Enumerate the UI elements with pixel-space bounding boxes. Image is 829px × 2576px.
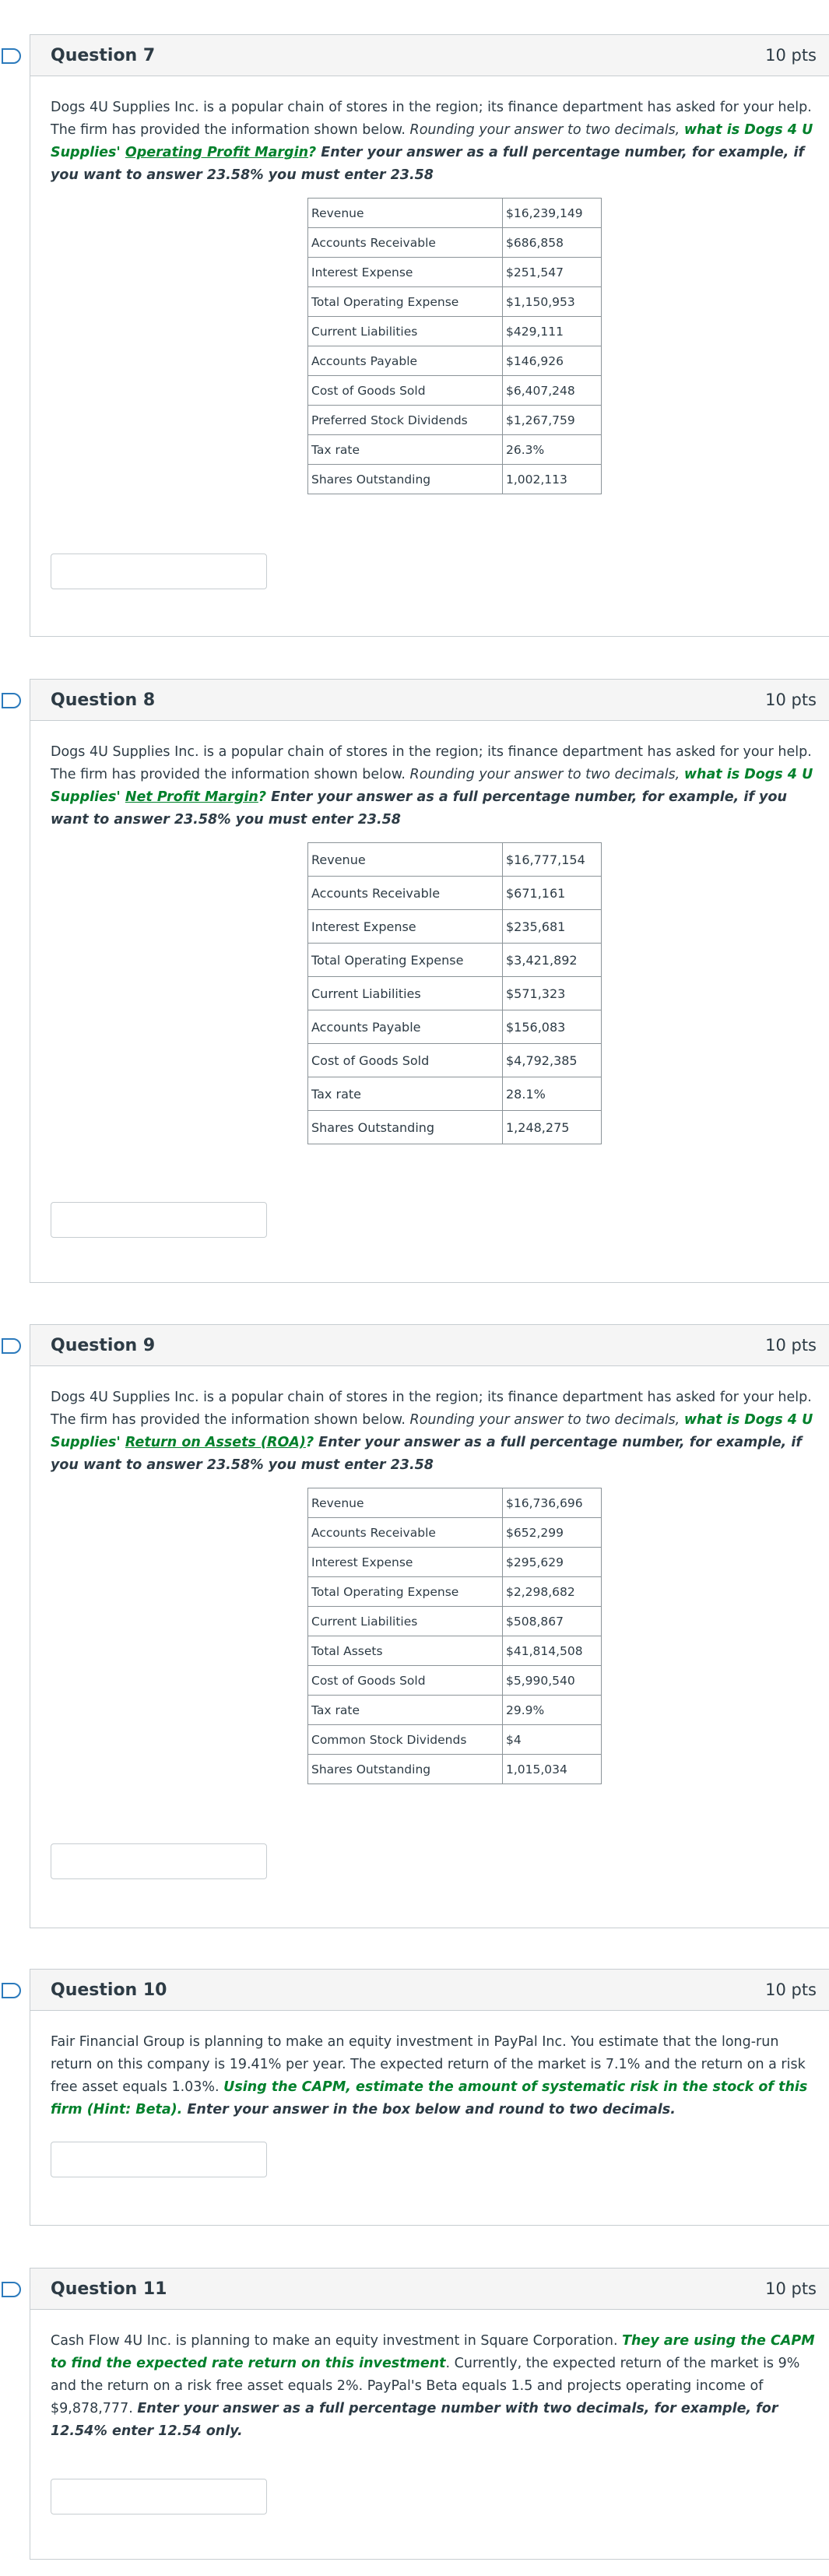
- flag-question-icon[interactable]: [1, 47, 21, 65]
- table-row: [308, 435, 602, 465]
- table-row: [308, 843, 602, 877]
- table-row: [308, 1696, 602, 1725]
- table-row: [308, 1044, 602, 1077]
- question-7: [30, 34, 829, 637]
- row-label: Revenue: [308, 199, 503, 228]
- question-body: [30, 1366, 829, 1899]
- row-value: $4,792,385: [503, 1044, 602, 1077]
- table-row: [308, 199, 602, 228]
- flag-question-icon[interactable]: [1, 692, 21, 709]
- row-value: $251,547: [503, 258, 602, 287]
- instruction-text: Rounding your answer to two decimals,: [409, 122, 684, 138]
- table-row: [308, 1577, 602, 1607]
- answer-input[interactable]: [51, 2479, 267, 2514]
- instruction-text: Rounding your answer to two decimals,: [409, 1412, 684, 1428]
- row-label: Accounts Payable: [308, 1010, 503, 1044]
- row-label: Total Operating Expense: [308, 287, 503, 317]
- question-10: [30, 1969, 829, 2226]
- question-header: [30, 680, 829, 721]
- question-body: [30, 2310, 829, 2535]
- row-value: $4: [503, 1725, 602, 1755]
- question-intro: Fair Financial Group is planning to make an equity investment in PayPal Inc. You estimate that the long-run return on this company is 19.41% per year. The expected return of the market is 7.1% and the return on a risk free asset equals 1.03%.: [51, 2034, 806, 2095]
- table-row: [308, 1077, 602, 1111]
- row-label: Interest Expense: [308, 258, 503, 287]
- row-label: Revenue: [308, 843, 503, 877]
- table-row: [308, 877, 602, 910]
- question-intro: Dogs 4U Supplies Inc. is a popular chain of stores in the region; its finance department has asked for your help. The firm has provided the information shown below.: [51, 744, 812, 782]
- answer-input[interactable]: [51, 554, 267, 589]
- table-row: [308, 1010, 602, 1044]
- ask-prefix: what is Dogs 4 U Supplies': [51, 122, 813, 160]
- row-value: 1,002,113: [503, 465, 602, 494]
- row-label: Cost of Goods Sold: [308, 376, 503, 406]
- table-row: [308, 228, 602, 258]
- table-row: [308, 1607, 602, 1636]
- ask-term: Return on Assets (ROA): [125, 1435, 306, 1450]
- question-title: Question 11: [51, 2279, 167, 2299]
- format-note: Enter your answer as a full percentage number, for example, if you want to answer 23.58% you must enter 23.58: [51, 789, 787, 828]
- row-label: Cost of Goods Sold: [308, 1666, 503, 1696]
- table-row: [308, 258, 602, 287]
- question-text: [51, 97, 818, 187]
- question-8: [30, 679, 829, 1283]
- table-row: [308, 944, 602, 977]
- flag-question-icon[interactable]: [1, 1337, 21, 1355]
- row-value: $16,736,696: [503, 1488, 602, 1518]
- financial-data-table: [307, 198, 602, 494]
- row-label: Accounts Receivable: [308, 1518, 503, 1548]
- row-label: Total Assets: [308, 1636, 503, 1666]
- row-value: 26.3%: [503, 435, 602, 465]
- row-label: Current Liabilities: [308, 317, 503, 346]
- question-header: [30, 1325, 829, 1366]
- row-label: Tax rate: [308, 1077, 503, 1111]
- row-value: $686,858: [503, 228, 602, 258]
- table-row: [308, 317, 602, 346]
- table-row: [308, 287, 602, 317]
- row-label: Total Operating Expense: [308, 944, 503, 977]
- table-row: [308, 346, 602, 376]
- ask-suffix: ?: [305, 1435, 314, 1450]
- row-label: Accounts Receivable: [308, 228, 503, 258]
- table-row: [308, 1666, 602, 1696]
- flag-question-icon[interactable]: [1, 2281, 21, 2298]
- row-value: $146,926: [503, 346, 602, 376]
- financial-data-table: [307, 842, 602, 1144]
- question-body: [30, 721, 829, 1258]
- row-label: Cost of Goods Sold: [308, 1044, 503, 1077]
- row-value: $671,161: [503, 877, 602, 910]
- row-label: Common Stock Dividends: [308, 1725, 503, 1755]
- table-row: [308, 1636, 602, 1666]
- format-note: Enter your answer as a full percentage number with two decimals, for example, for 12.54% enter 12.54 only.: [51, 2401, 778, 2439]
- table-row: [308, 1488, 602, 1518]
- row-value: $571,323: [503, 977, 602, 1010]
- row-value: $156,083: [503, 1010, 602, 1044]
- question-header: [30, 2268, 829, 2310]
- row-value: $2,298,682: [503, 1577, 602, 1607]
- table-row: [308, 977, 602, 1010]
- ask-term: Net Profit Margin: [125, 789, 258, 805]
- instruction-text: Rounding your answer to two decimals,: [409, 767, 684, 782]
- question-body: [30, 76, 829, 610]
- format-note: Enter your answer as a full percentage number, for example, if you want to answer 23.58% you must enter 23.58: [51, 1435, 803, 1473]
- row-value: $3,421,892: [503, 944, 602, 977]
- row-value: 1,248,275: [503, 1111, 602, 1144]
- question-points: 10 pts: [765, 1980, 817, 1999]
- table-row: [308, 406, 602, 435]
- row-value: $508,867: [503, 1607, 602, 1636]
- question-body: [30, 2011, 829, 2198]
- row-value: $16,777,154: [503, 843, 602, 877]
- row-label: Shares Outstanding: [308, 465, 503, 494]
- flag-question-icon[interactable]: [1, 1982, 21, 1999]
- question-title: Question 9: [51, 1335, 156, 1355]
- answer-input[interactable]: [51, 1202, 267, 1238]
- row-value: $1,267,759: [503, 406, 602, 435]
- financial-data-table: [307, 1488, 602, 1784]
- ask-suffix: ?: [308, 145, 317, 160]
- row-label: Interest Expense: [308, 910, 503, 944]
- row-label: Tax rate: [308, 435, 503, 465]
- table-row: [308, 1725, 602, 1755]
- question-points: 10 pts: [765, 691, 817, 709]
- question-title: Question 7: [51, 45, 156, 65]
- row-value: $1,150,953: [503, 287, 602, 317]
- ask-text: They are using the CAPM to find the expected rate return on this investment: [51, 2333, 815, 2371]
- question-text: [51, 2330, 818, 2443]
- question-points: 10 pts: [765, 2279, 817, 2298]
- question-text: [51, 741, 818, 831]
- ask-prefix: what is Dogs 4 U Supplies': [51, 1412, 813, 1450]
- question-header: [30, 1970, 829, 2011]
- row-label: Shares Outstanding: [308, 1111, 503, 1144]
- question-points: 10 pts: [765, 46, 817, 65]
- question-title: Question 10: [51, 1980, 167, 2000]
- ask-term: Operating Profit Margin: [125, 145, 309, 160]
- row-value: $235,681: [503, 910, 602, 944]
- row-value: $6,407,248: [503, 376, 602, 406]
- question-points: 10 pts: [765, 1336, 817, 1355]
- row-value: 1,015,034: [503, 1755, 602, 1784]
- row-value: 29.9%: [503, 1696, 602, 1725]
- row-value: $429,111: [503, 317, 602, 346]
- format-note: Enter your answer as a full percentage number, for example, if you want to answer 23.58% you must enter 23.58: [51, 145, 805, 183]
- row-value: $295,629: [503, 1548, 602, 1577]
- question-title: Question 8: [51, 690, 156, 710]
- question-9: [30, 1324, 829, 1928]
- row-value: $16,239,149: [503, 199, 602, 228]
- question-intro: Dogs 4U Supplies Inc. is a popular chain of stores in the region; its finance department has asked for your help. The firm has provided the information shown below.: [51, 100, 812, 138]
- ask-suffix: ?: [258, 789, 266, 805]
- row-label: Preferred Stock Dividends: [308, 406, 503, 435]
- question-intro: Cash Flow 4U Inc. is planning to make an equity investment in Square Corporation.: [51, 2333, 623, 2349]
- row-label: Accounts Payable: [308, 346, 503, 376]
- ask-prefix: what is Dogs 4 U Supplies': [51, 767, 813, 805]
- answer-input[interactable]: [51, 2142, 267, 2177]
- row-value: $41,814,508: [503, 1636, 602, 1666]
- row-value: $5,990,540: [503, 1666, 602, 1696]
- row-label: Revenue: [308, 1488, 503, 1518]
- table-row: [308, 376, 602, 406]
- format-note: Enter your answer in the box below and round to two decimals.: [182, 2102, 676, 2117]
- row-label: Current Liabilities: [308, 977, 503, 1010]
- table-row: [308, 1755, 602, 1784]
- row-label: Shares Outstanding: [308, 1755, 503, 1784]
- question-text: [51, 2031, 818, 2121]
- question-header: [30, 35, 829, 76]
- row-value: $652,299: [503, 1518, 602, 1548]
- row-label: Tax rate: [308, 1696, 503, 1725]
- table-row: [308, 1518, 602, 1548]
- answer-input[interactable]: [51, 1843, 267, 1879]
- row-label: Current Liabilities: [308, 1607, 503, 1636]
- table-row: [308, 1548, 602, 1577]
- question-text: [51, 1386, 818, 1477]
- row-value: 28.1%: [503, 1077, 602, 1111]
- table-row: [308, 910, 602, 944]
- row-label: Interest Expense: [308, 1548, 503, 1577]
- ask-text: Using the CAPM, estimate the amount of systematic risk in the stock of this firm (Hint: Beta).: [51, 2079, 808, 2117]
- row-label: Total Operating Expense: [308, 1577, 503, 1607]
- question-11: [30, 2268, 829, 2560]
- table-row: [308, 465, 602, 494]
- row-label: Accounts Receivable: [308, 877, 503, 910]
- table-row: [308, 1111, 602, 1144]
- question-details: . Currently, the expected return of the market is 9% and the return on a risk free asset equals 2%. PayPal's Beta equals 1.5 and projects operating income of $9,878,777.: [51, 2356, 800, 2416]
- question-intro: Dogs 4U Supplies Inc. is a popular chain of stores in the region; its finance department has asked for your help. The firm has provided the information shown below.: [51, 1390, 812, 1428]
